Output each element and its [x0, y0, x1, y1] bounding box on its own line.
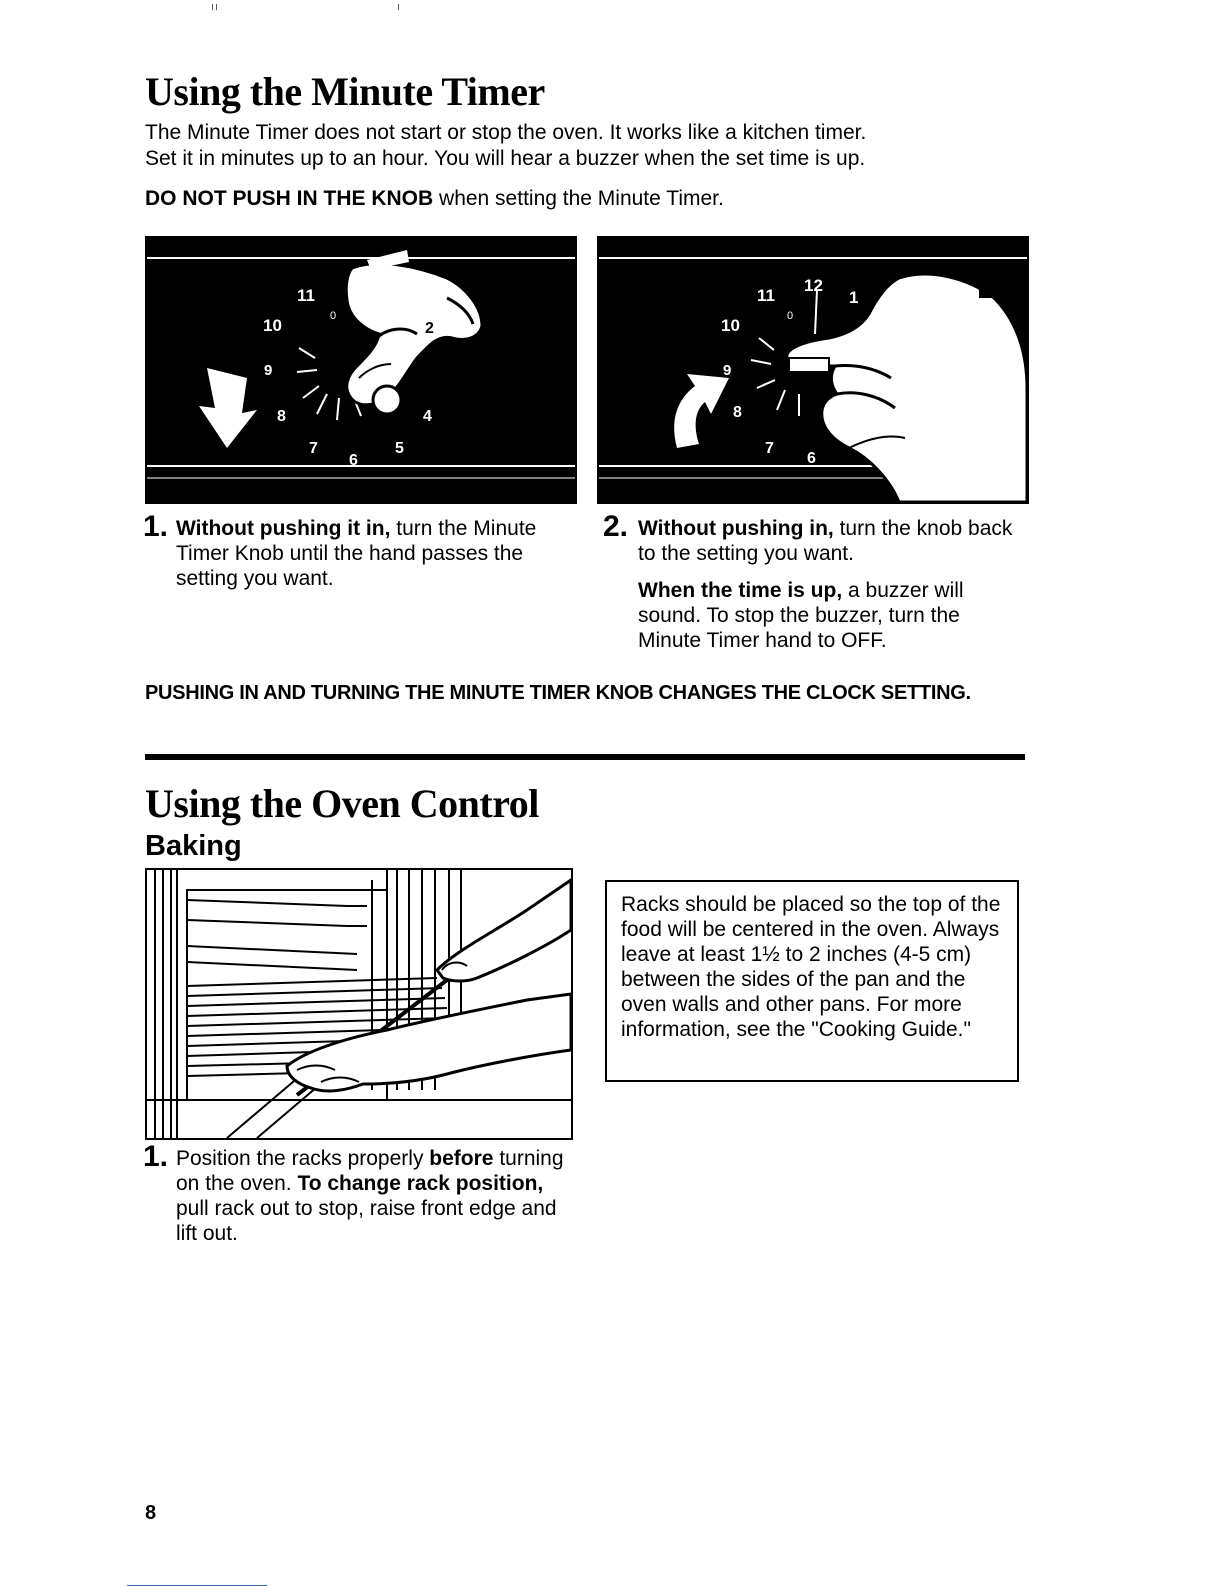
dial-number-2: 2	[425, 320, 434, 337]
step-2-bold-2: When the time is up,	[638, 579, 843, 602]
dial-number-6: 6	[807, 450, 816, 467]
step-1-text	[176, 516, 556, 591]
dial-number-8: 8	[733, 404, 742, 421]
step-1-body: turn the Minute Timer Knob until the hand passes the setting you want.	[176, 517, 537, 590]
step-2-body-2: a buzzer will sound. To stop the buzzer, turn the Minute Timer hand to OFF.	[638, 579, 964, 652]
figure-minute-timer-step2	[597, 236, 1029, 504]
dial-number-6: 6	[349, 452, 358, 469]
section-divider	[145, 754, 1025, 760]
baking-step-bold-a: before	[429, 1147, 494, 1170]
dial-number-1: 1	[849, 288, 859, 307]
rack-placement-note	[605, 880, 1019, 1082]
dial-zero-mark: 0	[787, 310, 794, 322]
dial-number-10: 10	[721, 316, 740, 335]
baking-step-text-b: turning on the oven.	[176, 1147, 564, 1195]
subtitle-baking: Baking	[145, 830, 242, 862]
knob-warning-text: when setting the Minute Timer.	[433, 187, 724, 210]
dial-number-7: 7	[765, 440, 774, 457]
step-number-baking-1: 1.	[143, 1140, 169, 1173]
step-number-1: 1.	[143, 510, 169, 543]
dial-number-11: 11	[757, 286, 775, 305]
step-2-buzzer-text	[638, 578, 1018, 653]
dial-number-5: 5	[395, 440, 404, 457]
step-2-body: turn the knob back to the setting you want.	[638, 517, 1013, 565]
knob-warning	[145, 186, 724, 212]
dial-number-9: 9	[264, 362, 273, 379]
dial-number-4: 4	[423, 408, 432, 425]
clock-setting-caution: PUSHING IN AND TURNING THE MINUTE TIMER KNOB CHANGES THE CLOCK SETTING.	[145, 682, 971, 704]
baking-step-text-c: pull rack out to stop, raise front edge and lift out.	[176, 1197, 557, 1245]
dial-number-9: 9	[723, 362, 732, 379]
rack-placement-note-text: Racks should be placed so the top of the food will be centered in the oven. Always leave at least 1½ to 2 inches (4-5 cm) between the sides of the pan and the oven walls and other pans. For more information, see the "Cooking Guide."	[621, 893, 1001, 1041]
figure-oven-racks	[145, 868, 573, 1140]
illustration-oven-rack-removal	[147, 870, 571, 1138]
step-1-bold: Without pushing it in,	[176, 517, 391, 540]
intro-line-2: Set it in minutes up to an hour. You will hear a buzzer when the set time is up.	[145, 147, 866, 170]
illustration-hand-turning-knob	[147, 238, 575, 502]
dial-number-12: 12	[804, 276, 823, 295]
intro-line-1: The Minute Timer does not start or stop the oven. It works like a kitchen timer.	[145, 121, 867, 144]
knob-warning-bold: DO NOT PUSH IN THE KNOB	[145, 187, 434, 210]
page-number: 8	[145, 1502, 157, 1524]
section-title-oven-control: Using the Oven Control	[145, 781, 539, 826]
dial-number-10: 10	[263, 316, 282, 335]
baking-step-text-a: Position the racks properly	[176, 1147, 430, 1170]
dial-zero-mark: 0	[330, 310, 337, 322]
section-title-minute-timer: Using the Minute Timer	[145, 69, 545, 114]
dial-number-11: 11	[297, 286, 315, 305]
step-number-2: 2.	[603, 510, 629, 543]
figure-minute-timer-step1	[145, 236, 577, 504]
baking-step-1-text	[176, 1146, 564, 1246]
dial-number-7: 7	[309, 440, 318, 457]
baking-step-bold-b: To change rack position,	[297, 1172, 544, 1195]
dial-number-8: 8	[277, 408, 286, 425]
step-2-bold: Without pushing in,	[638, 517, 834, 540]
step-2-text	[638, 516, 1018, 566]
